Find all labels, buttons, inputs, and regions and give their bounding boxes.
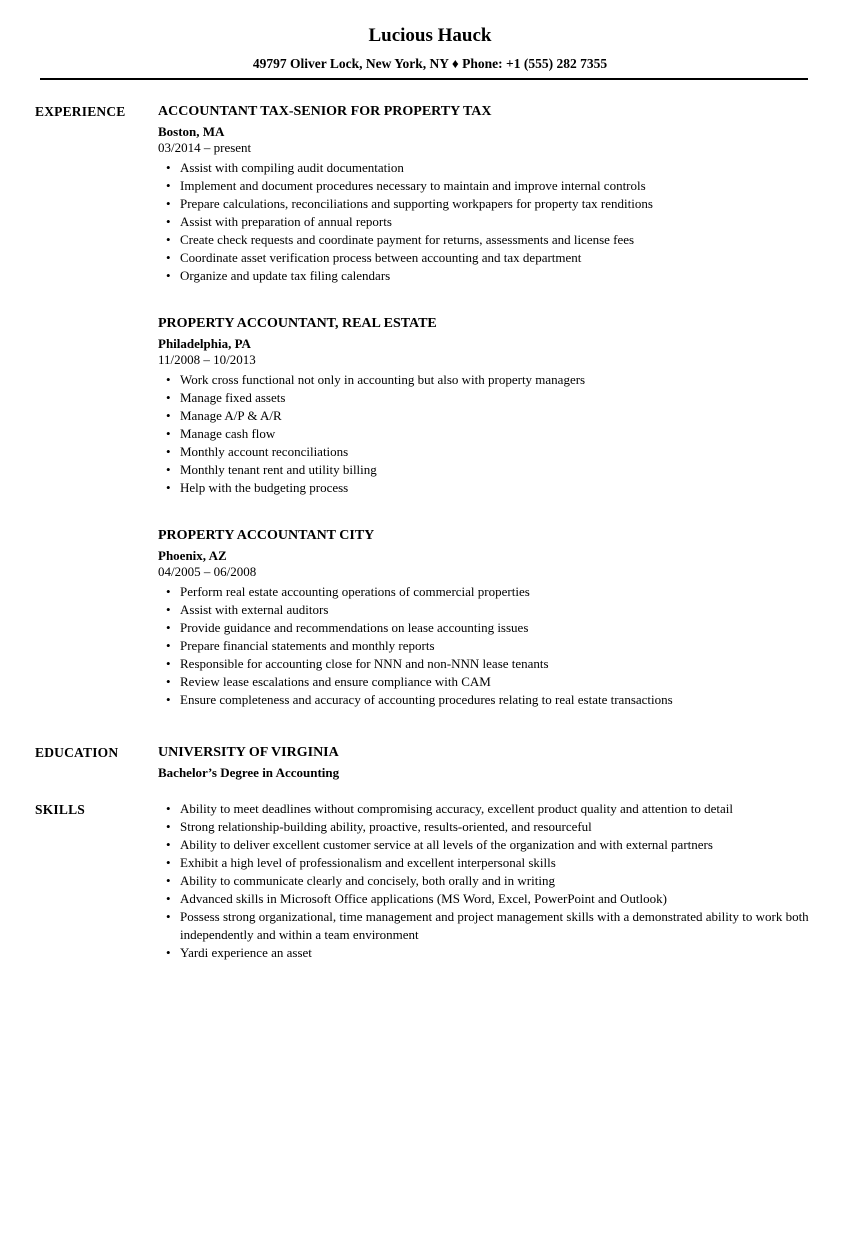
bullet-item: • Manage cash flow xyxy=(158,425,810,443)
job-dates: 03/2014 – present xyxy=(158,140,252,155)
experience-content xyxy=(158,102,860,709)
bullet-item: • Implement and document procedures necessary to maintain and improve internal controls xyxy=(158,177,810,195)
header-rule xyxy=(40,78,808,80)
bullet-item: • Ability to deliver excellent customer service at all levels of the organization and with external partners xyxy=(158,836,810,854)
bullet-item: • Yardi experience an asset xyxy=(158,944,810,962)
bullet-item: • Review lease escalations and ensure compliance with CAM xyxy=(158,673,810,691)
bullet-item: • Ensure completeness and accuracy of accounting procedures relating to real estate transactions xyxy=(158,691,810,709)
job-location: Boston, MA xyxy=(158,124,225,139)
bullet-item: • Organize and update tax filing calendars xyxy=(158,267,810,285)
degree-name: Bachelor’s Degree in Accounting xyxy=(158,765,340,780)
section-skills xyxy=(0,800,860,962)
bullet-item: • Assist with compiling audit documentation xyxy=(158,159,810,177)
bullet-item: • Coordinate asset verification process between accounting and tax department xyxy=(158,249,810,267)
bullet-item: • Prepare financial statements and monthly reports xyxy=(158,637,810,655)
bullet-item: • Assist with preparation of annual reports xyxy=(158,213,810,231)
job-bullet-list xyxy=(158,371,810,497)
job-location: Philadelphia, PA xyxy=(158,336,251,351)
job-entry-1 xyxy=(158,102,810,285)
bullet-item: • Manage A/P & A/R xyxy=(158,407,810,425)
job-title: PROPERTY ACCOUNTANT CITY xyxy=(158,528,375,543)
bullet-item: • Help with the budgeting process xyxy=(158,479,810,497)
bullet-item: • Exhibit a high level of professionalism and excellent interpersonal skills xyxy=(158,854,810,872)
school-name: UNIVERSITY OF VIRGINIA xyxy=(158,745,339,760)
bullet-item: • Monthly account reconciliations xyxy=(158,443,810,461)
job-title: PROPERTY ACCOUNTANT, REAL ESTATE xyxy=(158,316,437,331)
bullet-item: • Create check requests and coordinate payment for returns, assessments and license fees xyxy=(158,231,810,249)
section-label-education: EDUCATION xyxy=(35,745,119,760)
job-dates: 04/2005 – 06/2008 xyxy=(158,564,257,579)
skills-bullet-list xyxy=(158,800,810,962)
candidate-name: Lucious Hauck xyxy=(368,25,492,46)
bullet-item: • Assist with external auditors xyxy=(158,601,810,619)
section-label-skills: SKILLS xyxy=(35,802,85,817)
job-dates: 11/2008 – 10/2013 xyxy=(158,352,256,367)
job-bullet-list xyxy=(158,159,810,285)
job-title: ACCOUNTANT TAX-SENIOR FOR PROPERTY TAX xyxy=(158,104,492,119)
bullet-item: • Ability to meet deadlines without compromising accuracy, excellent product quality and attention to detail xyxy=(158,800,810,818)
section-label-experience: EXPERIENCE xyxy=(35,104,126,119)
section-education xyxy=(0,743,860,781)
job-entry-2 xyxy=(158,314,810,497)
bullet-item: • Provide guidance and recommendations on lease accounting issues xyxy=(158,619,810,637)
bullet-item: • Work cross functional not only in accounting but also with property managers xyxy=(158,371,810,389)
bullet-item: • Strong relationship-building ability, proactive, results-oriented, and resourceful xyxy=(158,818,810,836)
bullet-item: • Manage fixed assets xyxy=(158,389,810,407)
resume-header xyxy=(0,0,860,80)
bullet-item: • Advanced skills in Microsoft Office applications (MS Word, Excel, PowerPoint and Outlook) xyxy=(158,890,810,908)
bullet-item: • Monthly tenant rent and utility billing xyxy=(158,461,810,479)
bullet-item: • Perform real estate accounting operations of commercial properties xyxy=(158,583,810,601)
bullet-item: • Prepare calculations, reconciliations and supporting workpapers for property tax renditions xyxy=(158,195,810,213)
section-experience xyxy=(0,102,860,709)
education-content xyxy=(158,743,860,781)
bullet-item: • Possess strong organizational, time management and project management skills with a demonstrated ability to work both independently and within a team environment xyxy=(158,908,810,944)
bullet-item: • Ability to communicate clearly and concisely, both orally and in writing xyxy=(158,872,810,890)
job-bullet-list xyxy=(158,583,810,709)
contact-line: 49797 Oliver Lock, New York, NY ♦ Phone: +1 (555) 282 7355 xyxy=(252,56,608,71)
job-location: Phoenix, AZ xyxy=(158,548,227,563)
skills-content xyxy=(158,800,860,962)
job-entry-3 xyxy=(158,526,810,709)
bullet-item: • Responsible for accounting close for NNN and non-NNN lease tenants xyxy=(158,655,810,673)
